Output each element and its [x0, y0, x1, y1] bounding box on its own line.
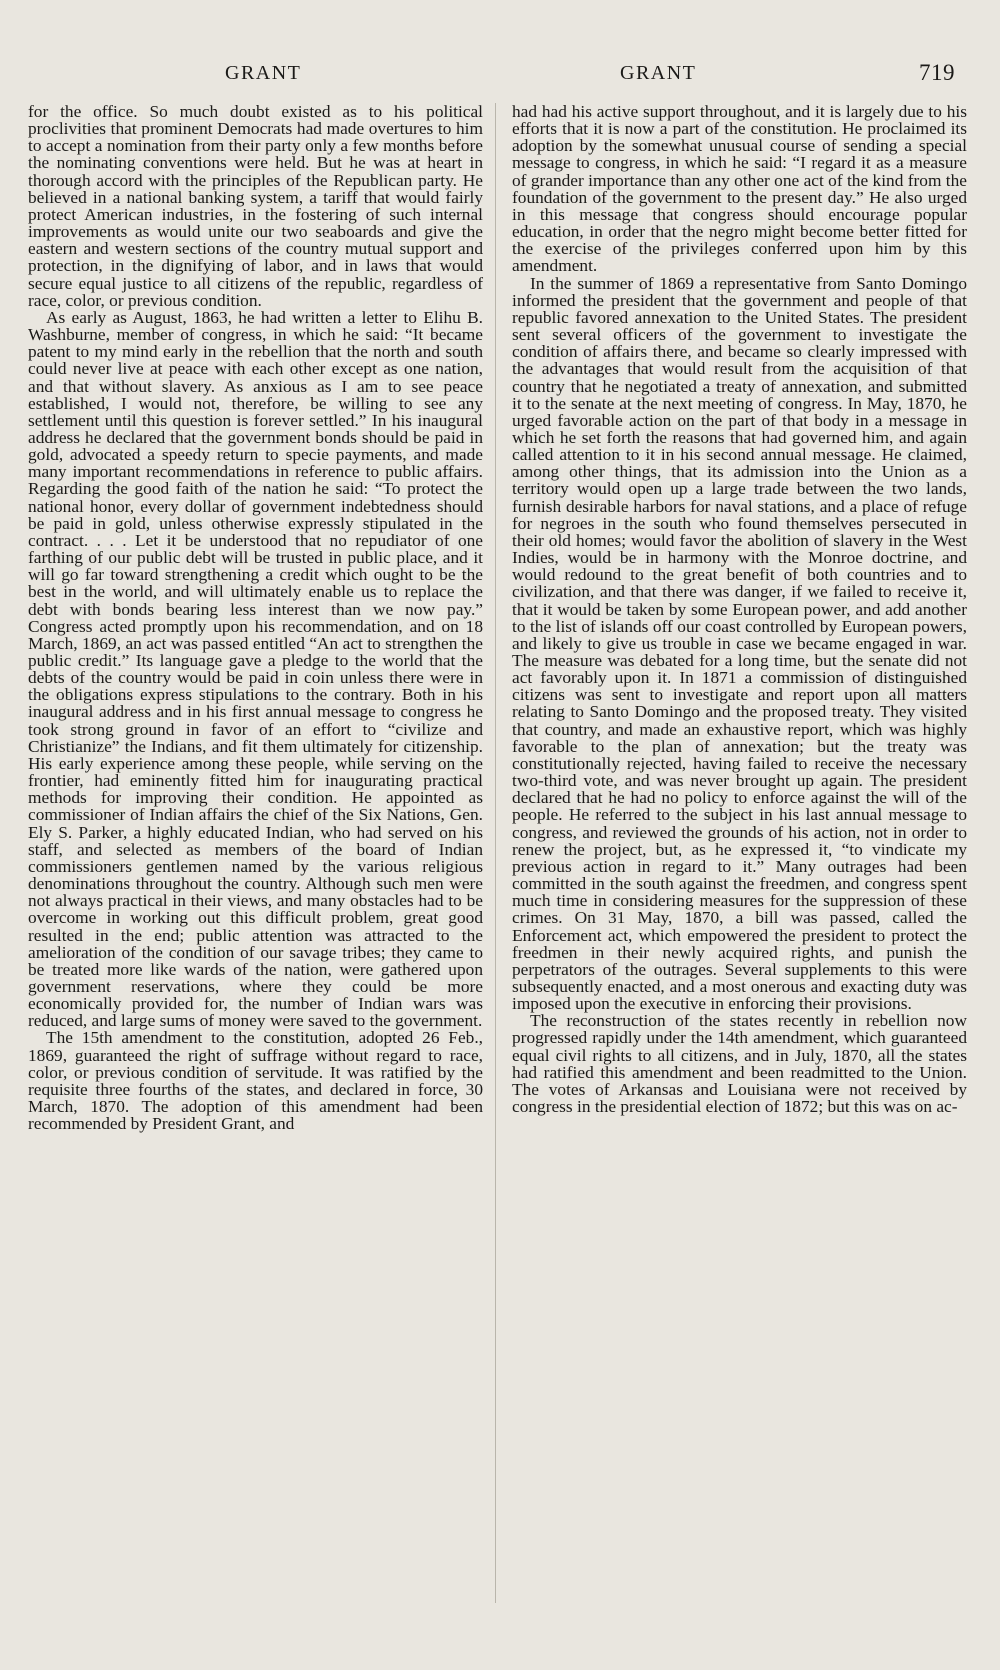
- paragraph-right-2: In the summer of 1869 a representative from Santo Domingo informed the president that the government and people of that republic favored annexation to the United States. The president sent several officers of the government to investigate the condition of affairs there, and became so clearly impressed with the advantages that would result from the acquisition of that country that he negotiated a treaty of annexation, and submitted it to the senate at the next meeting of congress. In May, 1870, he urged favorable action on the part of that body in a message in which he set forth the reasons that had governed him, and again called attention to it in his second annual message. He claimed, among other things, that its admission into the Union as a territory would open up a large trade between the two lands, furnish desirable harbors for naval stations, and a place of refuge for negroes in the south who found themselves persecuted in their old homes; would favor the abolition of slavery in the West Indies, would be in harmony with the Monroe doctrine, and would redound to the great benefit of both countries and to civilization, and that there was danger, if we failed to receive it, that it would be taken by some European power, and add another to the list of islands off our coast controlled by European powers, and likely to give us trouble in case we became engaged in war. The measure was debated for a long time, but the senate did not act favorably upon it. In 1871 a commission of distinguished citizens was sent to investigate and report upon all matters relating to Santo Domingo and the proposed treaty. They visited that country, and made an exhaustive report, which was highly favorable to the plan of annexation; but the treaty was constitutionally rejected, having failed to receive the necessary two-third vote, and was never brought up again. The president declared that he had no policy to enforce against the will of the people. He referred to the subject in his last annual message to congress, and reviewed the grounds of his action, not in order to renew the project, but, as he expressed it, “to vindicate my previous action in regard to it.” Many outrages had been committed in the south against the freedmen, and congress spent much time in considering measures for the suppression of these crimes. On 31 May, 1870, a bill was passed, called the Enforcement act, which empowered the president to protect the freedmen in their newly acquired rights, and punish the perpetrators of the outrages. Several supplements to this were subsequently enacted, and a most onerous and exacting duty was imposed upon the executive in enforcing their provisions.: [512, 273, 967, 1014]
- column-divider: [495, 103, 496, 1603]
- running-head-right: GRANT: [620, 62, 697, 84]
- paragraph-right-3: The reconstruction of the states recently in rebellion now progressed rapidly under the 14th amendment, which guaranteed equal civil rights to all citizens, and in July, 1870, all the states had ratified this amendment and been readmitted to the Union. The votes of Arkansas and Louisiana were not received by congress in the presidential election of 1872; but this was on ac-: [512, 1011, 967, 1117]
- running-head-left: GRANT: [225, 62, 302, 84]
- left-column: [28, 103, 483, 1132]
- paragraph-left-2: As early as August, 1863, he had written a letter to Elihu B. Washburne, member of congress, in which he said: “It became patent to my mind early in the rebellion that the north and south could never live at peace with each other except as one nation, and that without slavery. As anxious as I am to see peace established, I would not, therefore, be willing to see any settlement until this question is forever settled.” In his inaugural address he declared that the government bonds should be paid in gold, advocated a speedy return to specie payments, and made many important recommendations in reference to public affairs. Regarding the good faith of the nation he said: “To protect the national honor, every dollar of government indebtedness should be paid in gold, unless otherwise expressly stipulated in the contract. . . . Let it be understood that no repudiator of one farthing of our public debt will be trusted in public place, and it will go far toward strengthening a credit which ought to be the best in the world, and will ultimately enable us to replace the debt with bonds bearing less interest than we now pay.” Congress acted promptly upon his recommendation, and on 18 March, 1869, an act was passed entitled “An act to strengthen the public credit.” Its language gave a pledge to the world that the debts of the country would be paid in coin unless there were in the obligations express stipulations to the contrary. Both in his inaugural address and in his first annual message to congress he took strong ground in favor of an effort to “civilize and Christianize” the Indians, and fit them ultimately for citizenship. His early experience among these people, while serving on the frontier, had eminently fitted him for inaugurating practical methods for improving their condition. He appointed as commissioner of Indian affairs the chief of the Six Nations, Gen. Ely S. Parker, a highly educated Indian, who had served on his staff, and selected as members of the board of Indian commissioners gentlemen named by the various religious denominations throughout the country. Although such men were not always practical in their views, and many obstacles had to be overcome in working out this difficult problem, great good resulted in the end; public attention was attracted to the amelioration of the condition of our savage tribes; they came to be treated more like wards of the nation, were gathered upon government reservations, where they could be more economically provided for, the number of Indian wars was reduced, and large sums of money were saved to the government.: [28, 307, 483, 1031]
- paragraph-left-1: for the office. So much doubt existed as to his political proclivities that prominent Democrats had made overtures to him to accept a nomination from their party only a few months before the nominating conventions were held. But he was at heart in thorough accord with the principles of the Republican party. He believed in a national banking system, a tariff that would fairly protect American industries, in the fostering of such internal improvements as would unite our two seaboards and give the eastern and western sections of the country mutual support and protection, in the dignifying of labor, and in laws that would secure equal justice to all citizens of the republic, regardless of race, color, or previous condition.: [28, 102, 483, 310]
- running-header: [30, 60, 980, 100]
- paragraph-left-3: The 15th amendment to the constitution, adopted 26 Feb., 1869, guaranteed the right of suffrage without regard to race, color, or previous condition of servitude. It was ratified by the requisite three fourths of the states, and declared in force, 30 March, 1870. The adoption of this amendment had been recommended by President Grant, and: [28, 1028, 483, 1134]
- right-column: [512, 103, 967, 1115]
- paragraph-right-1: had had his active support throughout, and it is largely due to his efforts that it is now a part of the constitution. He proclaimed its adoption by the somewhat unusual course of sending a special message to congress, in which he said: “I regard it as a measure of grander importance than any other one act of the kind from the foundation of the government to the present day.” He also urged in this message that congress should encourage popular education, in order that the negro might become better fitted for the exercise of the privileges conferred upon him by this amendment.: [512, 102, 967, 276]
- page-number: 719: [919, 60, 955, 85]
